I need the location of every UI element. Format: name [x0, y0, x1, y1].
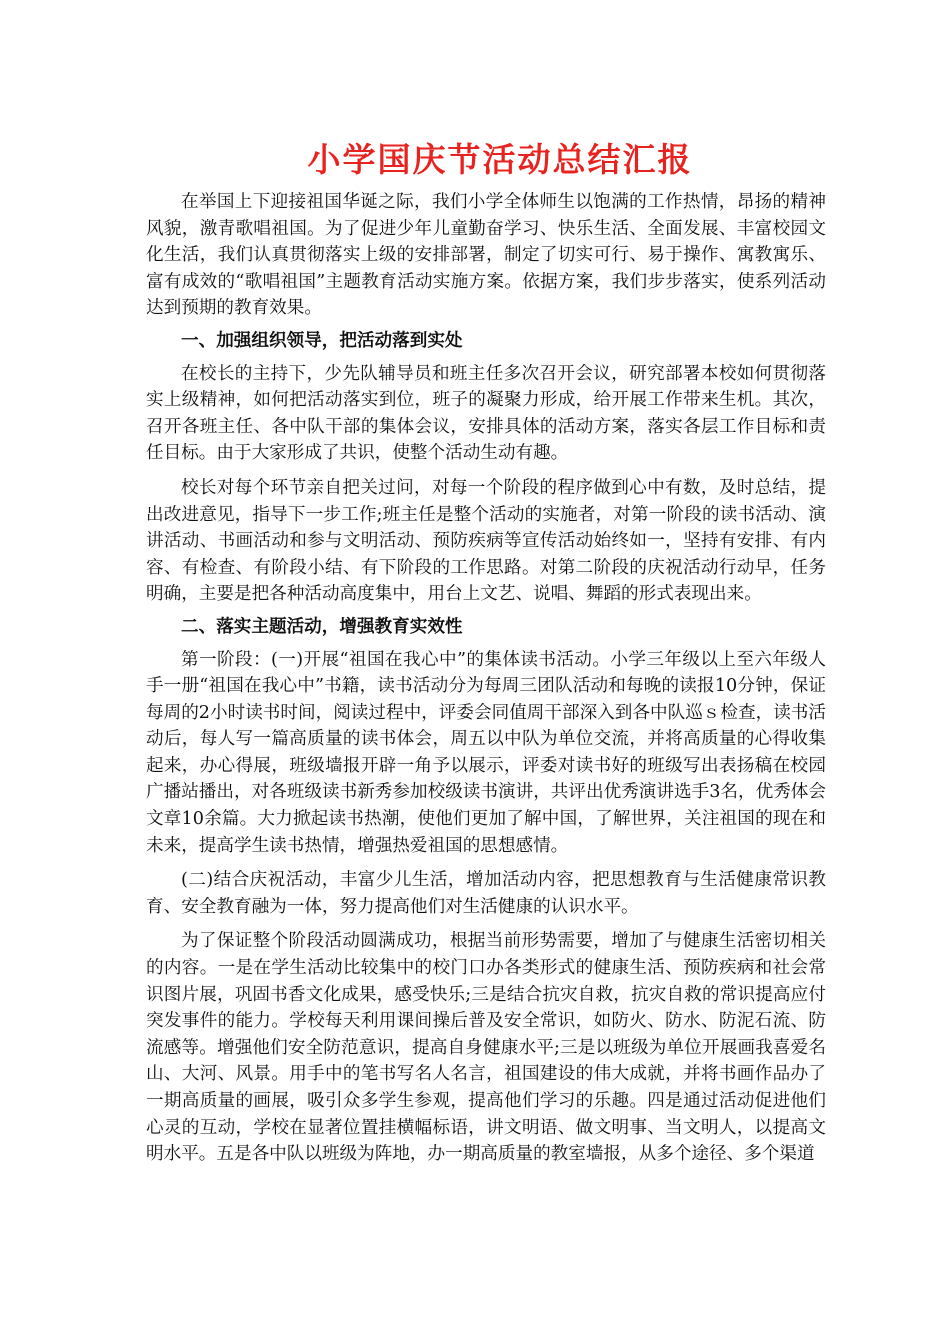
document-title: 小学国庆节活动总结汇报 [307, 140, 693, 179]
body-paragraph: (二)结合庆祝活动，丰富少儿生活，增加活动内容，把思想教育与生活健康常识教育、安全教育融为一体，努力提高他们对生活健康的认识水平。 [146, 870, 826, 917]
section-heading-2: 二、落实主题活动，增强教育实效性 [181, 615, 463, 637]
body-paragraph: 在校长的主持下，少先队辅导员和班主任多次召开会议，研究部署本校如何贯彻落实上级精神，如何把活动落实到位，班子的凝聚力形成，给开展工作带来生机。其次，召开各班主任、各中队干部的集体会议，安排具体的活动方案，落实各层工作目标和责任目标。由于大家形成了共识，使整个活动生动有趣。 [146, 363, 826, 464]
document-body [146, 189, 826, 1168]
body-paragraph: 为了保证整个阶段活动圆满成功，根据当前形势需要，增加了与健康生活密切相关的内容。一是在学生活动比较集中的校门口办各类形式的健康生活、预防疾病和社会常识图片展，巩固书香文化成果，感受快乐;三是结合抗灾自救，抗灾自救的常识提高应付突发事件的能力。学校每天利用课间操后普及安全常识，如防火、防水、防泥石流、防流感等。增强他们安全防范意识，提高自身健康水平;三是以班级为单位开展画我喜爱名山、大河、风景。用手中的笔书写名人名言，祖国建设的伟大成就，并将书画作品办了一期高质量的画展，吸引众多学生参观，提高他们学习的乐趣。四是通过活动促进他们心灵的互动，学校在显著位置挂横幅标语，讲文明语、做文明事、当文明人，以提高文明水平。五是各中队以班级为阵地，办一期高质量的教室墙报，从多个途径、多个渠道 [146, 931, 826, 1165]
body-paragraph: 第一阶段：(一)开展“祖国在我心中”的集体读书活动。小学三年级以上至六年级人手一册“祖国在我心中”书籍，读书活动分为每周三团队活动和每晚的读报10分钟，保证每周的2小时读书时间，阅读过程中，评委会同值周干部深入到各中队巡ｓ检查，读书活动后，每人写一篇高质量的读书体会，周五以中队为单位交流，并将高质量的心得收集起来，办心得展，班级墙报开辟一角予以展示，评委对读书好的班级写出表扬稿在校园广播站播出，对各班级读书新秀参加校级读书演讲，共评出优秀演讲选手3名，优秀体会文章10余篇。大力掀起读书热潮，使他们更加了解中国，了解世界，关注祖国的现在和未来，提高学生读书热情，增强热爱祖国的思想感情。 [146, 649, 826, 856]
body-paragraph: 校长对每个环节亲自把关过问，对每一个阶段的程序做到心中有数，及时总结，提出改进意见，指导下一步工作;班主任是整个活动的实施者，对第一阶段的读书活动、演讲活动、书画活动和参与文明活动、预防疾病等宣传活动始终如一，坚持有安排、有内容、有检查、有阶段小结、有下阶段的工作思路。对第二阶段的庆祝活动行动早，任务明确，主要是把各种活动高度集中，用台上文艺、说唱、舞蹈的形式表现出来。 [146, 477, 826, 605]
section-heading-1: 一、加强组织领导，把活动落到实处 [181, 329, 463, 351]
intro-paragraph: 在举国上下迎接祖国华诞之际，我们小学全体师生以饱满的工作热情，昂扬的精神风貌，激青歌唱祖国。为了促进少年儿童勤奋学习、快乐生活、全面发展、丰富校园文化生活，我们认真贯彻落实上级的安排部署，制定了切实可行、易于操作、寓教寓乐、富有成效的“歌唱祖国”主题教育活动实施方案。依据方案，我们步步落实，使系列活动达到预期的教育效果。 [146, 192, 826, 319]
